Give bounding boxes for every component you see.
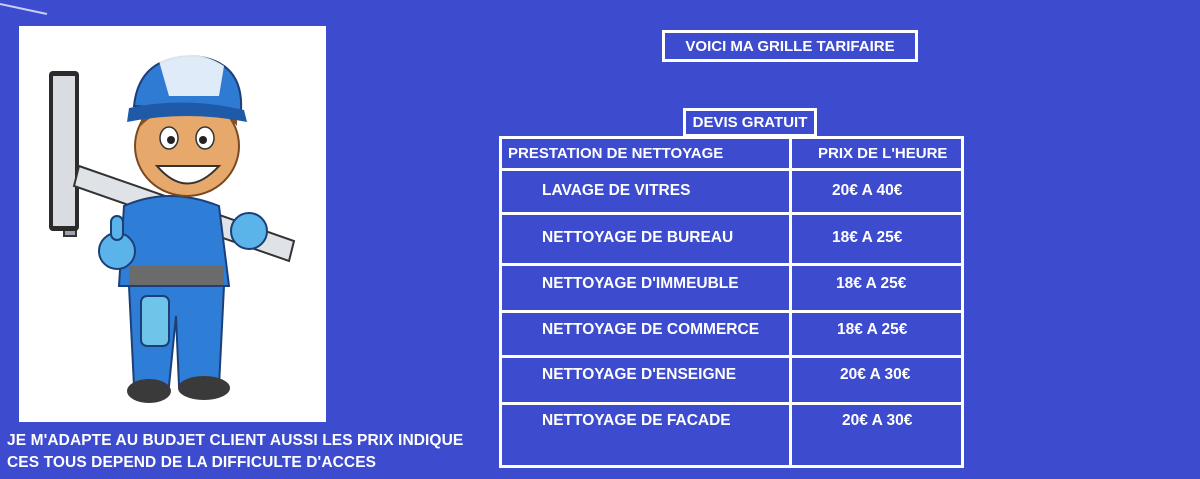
left-shoe xyxy=(127,379,171,403)
row-price: 18€ A 25€ xyxy=(837,321,908,338)
row-service: NETTOYAGE D'ENSEIGNE xyxy=(542,366,737,383)
spray-bottle xyxy=(141,296,169,346)
window-cleaner-mascot-icon xyxy=(19,26,326,422)
squeegee-rubber xyxy=(53,76,75,226)
cap-panel xyxy=(159,55,224,96)
row-divider xyxy=(502,212,961,215)
pricing-note xyxy=(7,430,477,474)
header-service: PRESTATION DE NETTOYAGE xyxy=(508,145,724,162)
pricing-note-line-2: CES TOUS DEPEND DE LA DIFFICULTE D'ACCES xyxy=(7,454,377,471)
row-divider xyxy=(502,263,961,266)
row-divider xyxy=(502,355,961,358)
row-service: NETTOYAGE DE COMMERCE xyxy=(542,321,760,338)
stray-mark xyxy=(0,3,47,15)
page-title: VOICI MA GRILLE TARIFAIRE xyxy=(662,30,918,62)
right-glove xyxy=(231,213,267,249)
row-service: NETTOYAGE DE BUREAU xyxy=(542,229,734,246)
row-divider xyxy=(502,310,961,313)
thumb xyxy=(111,216,123,240)
row-price: 18€ A 25€ xyxy=(836,275,907,292)
row-price: 18€ A 25€ xyxy=(832,229,903,246)
row-divider xyxy=(502,168,961,171)
row-price: 20€ A 40€ xyxy=(832,182,903,199)
left-pupil xyxy=(167,136,175,144)
pricing-note-line-1: JE M'ADAPTE AU BUDJET CLIENT AUSSI LES PRIX INDIQUE xyxy=(7,432,464,449)
row-service: NETTOYAGE D'IMMEUBLE xyxy=(542,275,739,292)
right-pupil xyxy=(199,136,207,144)
price-table xyxy=(499,136,964,468)
right-shoe xyxy=(178,376,230,400)
header-price: PRIX DE L'HEURE xyxy=(818,145,948,162)
row-divider xyxy=(502,402,961,405)
row-price: 20€ A 30€ xyxy=(842,412,913,429)
belt xyxy=(129,266,224,286)
free-quote-badge: DEVIS GRATUIT xyxy=(683,108,817,137)
row-price: 20€ A 30€ xyxy=(840,366,911,383)
mascot-image xyxy=(19,26,326,422)
column-divider xyxy=(789,139,792,465)
row-service: NETTOYAGE DE FACADE xyxy=(542,412,731,429)
row-service: LAVAGE DE VITRES xyxy=(542,182,691,199)
